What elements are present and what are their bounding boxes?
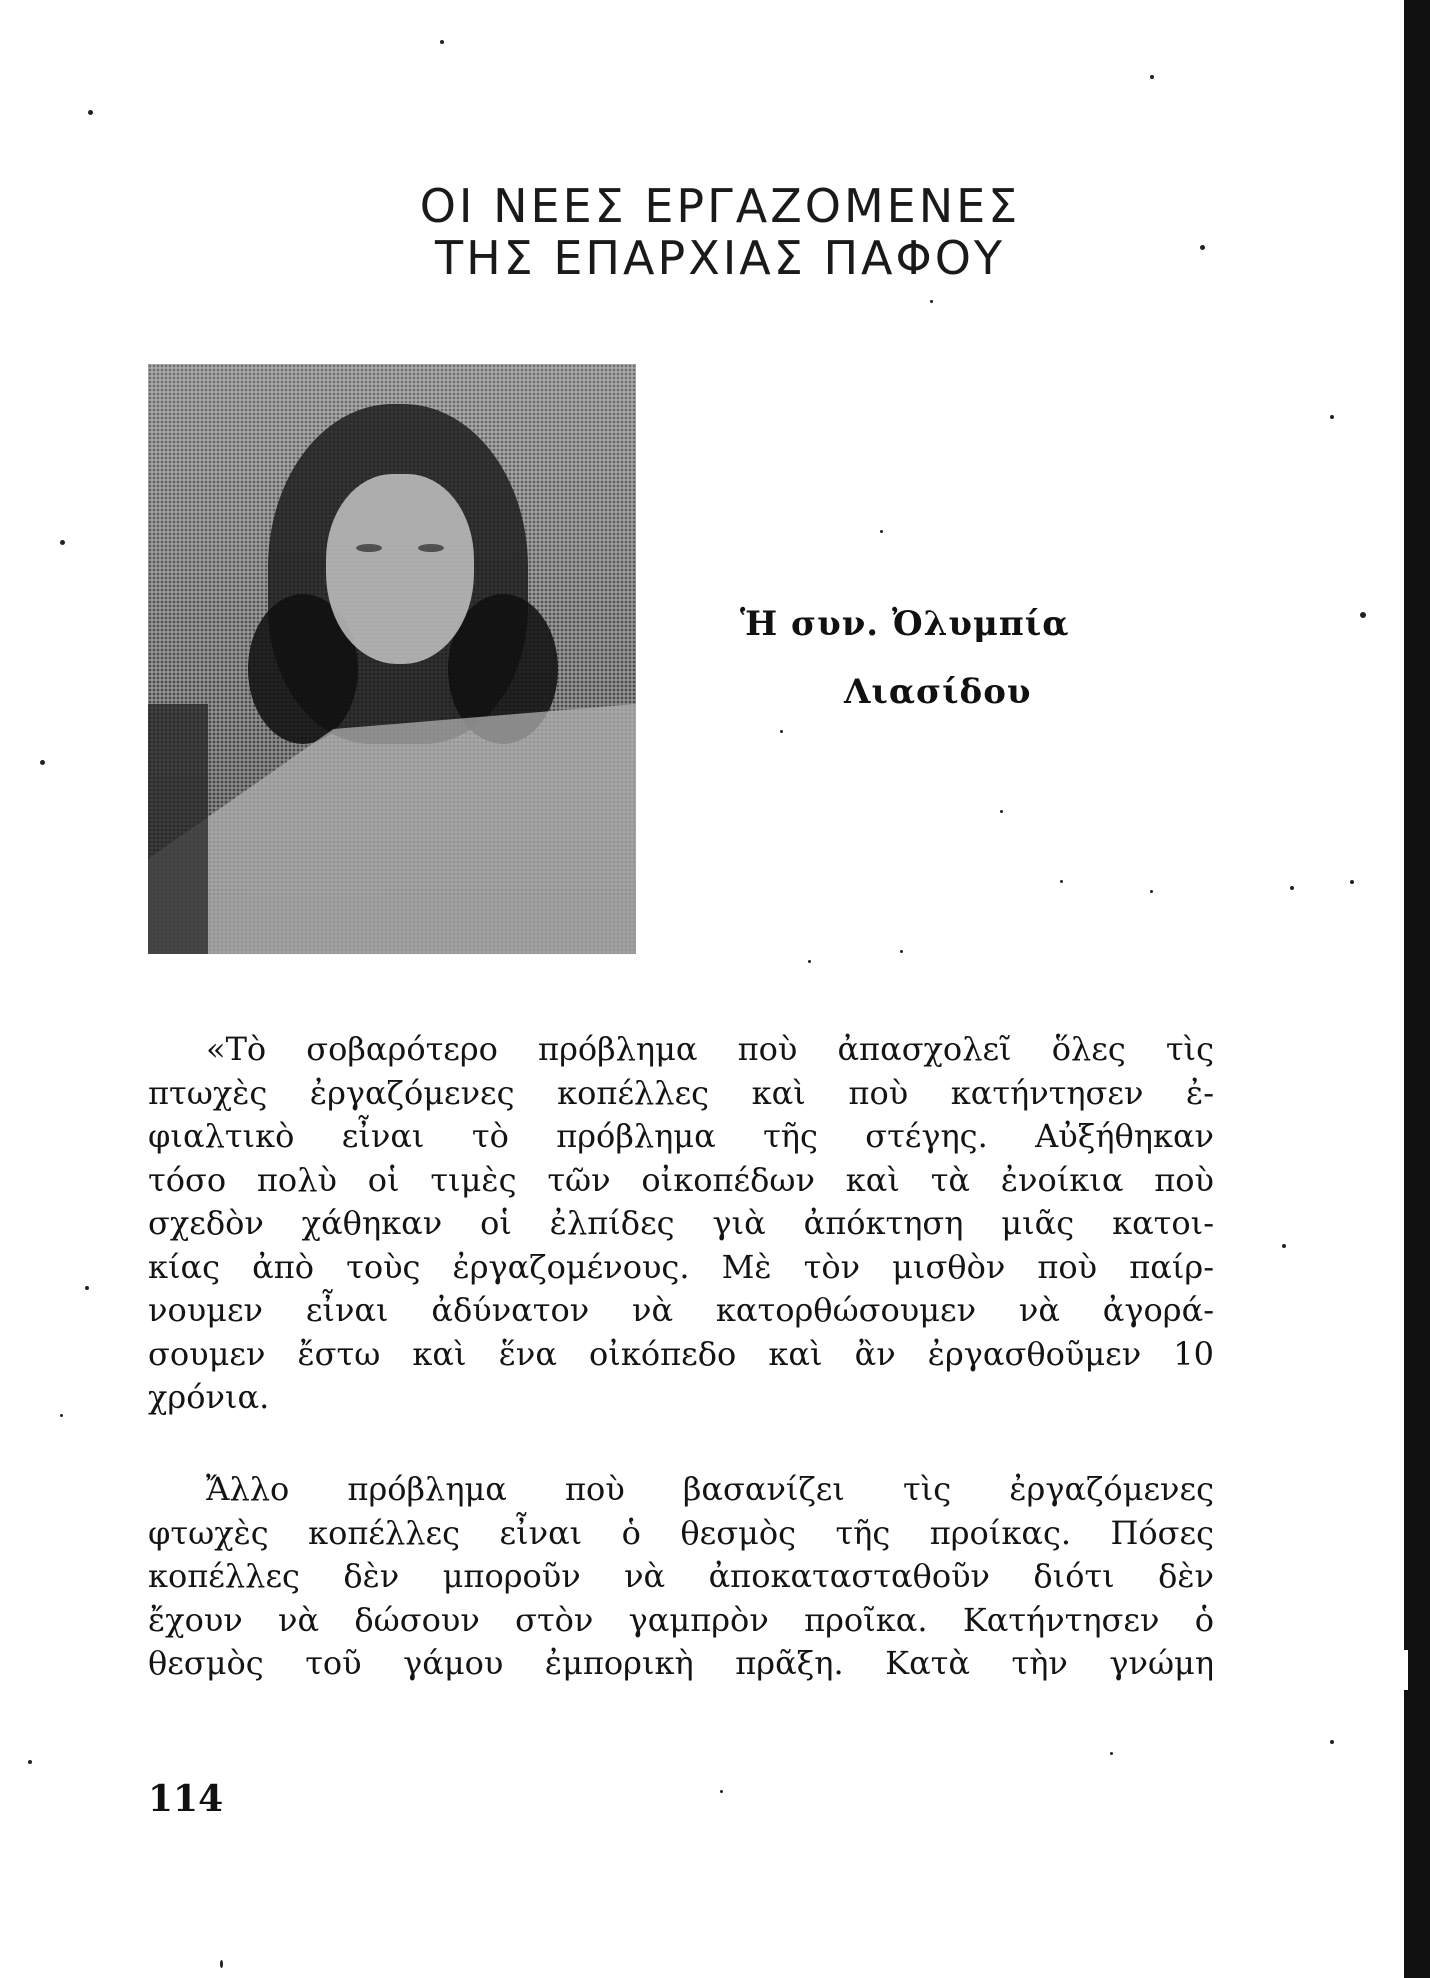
scan-speck — [1200, 245, 1205, 250]
page-number: 114 — [148, 1778, 224, 1820]
scan-speck — [1060, 880, 1063, 883]
text-line: θεσμὸς τοῦ γάμου ἐμπορικὴ πρᾶξη. Κατὰ τὴν γνώμη — [148, 1644, 1214, 1682]
scan-speck — [1350, 880, 1354, 884]
scan-speck — [1150, 890, 1153, 893]
text-line: φτωχὲς κοπέλλες εἶναι ὁ θεσμὸς τῆς προίκας. Πόσες — [148, 1513, 1214, 1552]
scan-speck — [28, 1760, 32, 1764]
scan-speck — [930, 300, 933, 303]
text-line: σουμεν ἔστω καὶ ἕνα οἰκόπεδο καὶ ἂν ἐργασθοῦμεν 10 — [148, 1334, 1214, 1373]
scan-speck — [780, 730, 783, 733]
text-line: τόσο πολὺ οἱ τιμὲς τῶν οἰκοπέδων καὶ τὰ ἐνοίκια ποὺ — [148, 1160, 1214, 1199]
photo-shadow-left — [148, 704, 208, 954]
scan-speck — [1000, 810, 1003, 813]
scan-speck — [1110, 1752, 1113, 1755]
text-line: ἔχουν νὰ δώσουν στὸν γαμπρὸν προῖκα. Κατήντησεν ὁ — [148, 1600, 1214, 1639]
text-line: πτωχὲς ἐργαζόμενες κοπέλλες καὶ ποὺ κατήντησεν ἐ- — [148, 1073, 1214, 1112]
scan-speck — [220, 1960, 223, 1968]
scan-speck — [40, 760, 45, 765]
scan-speck — [720, 1790, 723, 1793]
scan-speck — [1330, 1740, 1334, 1744]
scan-edge-notch — [1400, 1650, 1408, 1690]
text-line: Ἄλλο πρόβλημα ποὺ βασανίζει τὶς ἐργαζόμενες — [206, 1470, 1214, 1508]
text-line: σχεδὸν χάθηκαν οἱ ἐλπίδες γιὰ ἀπόκτηση μιᾶς κατοι- — [148, 1204, 1214, 1242]
scan-speck — [1360, 612, 1366, 618]
photo-face — [326, 474, 474, 664]
text-line: κίας ἀπὸ τοὺς ἐργαζομένους. Μὲ τὸν μισθὸν ποὺ παίρ- — [148, 1247, 1214, 1286]
scan-speck — [85, 1286, 89, 1290]
article-title-line1: ΟΙ ΝΕΕΣ ΕΡΓΑΖΟΜΕΝΕΣ — [419, 179, 1021, 233]
paragraph-1 — [148, 1028, 1214, 1420]
scan-speck — [1150, 75, 1154, 79]
scan-speck — [900, 950, 903, 953]
scan-edge — [1404, 0, 1430, 1978]
photo-eye-right — [418, 544, 444, 552]
scan-speck — [880, 530, 883, 533]
photo-caption-line2: Λιασίδου — [844, 672, 1032, 712]
text-line: νουμεν εἶναι ἀδύνατον νὰ κατορθώσουμεν νὰ ἀγορά- — [148, 1291, 1214, 1329]
scan-speck — [60, 540, 65, 545]
text-line: φιαλτικὸ εἶναι τὸ πρόβλημα τῆς στέγης. Αὐξήθηκαν — [148, 1117, 1214, 1155]
photo-eye-left — [356, 544, 382, 552]
text-line: «Τὸ σοβαρότερο πρόβλημα ποὺ ἀπασχολεῖ ὅλες τὶς — [206, 1030, 1214, 1068]
portrait-photo — [148, 364, 636, 954]
scan-speck — [1282, 1244, 1286, 1248]
scan-speck — [808, 960, 811, 963]
text-line: κοπέλλες δὲν μποροῦν νὰ ἀποκατασταθοῦν διότι δὲν — [148, 1557, 1214, 1595]
scan-speck — [1330, 415, 1334, 419]
article-title-line2: ΤΗΣ ΕΠΑΡΧΙΑΣ ΠΑΦΟΥ — [434, 231, 1006, 285]
text-line: χρόνια. — [148, 1378, 270, 1416]
scan-speck — [88, 110, 93, 115]
scan-speck — [1290, 886, 1294, 890]
scan-speck — [440, 40, 444, 44]
photo-caption-line1: Ἡ συν. Ὀλυμπία — [740, 604, 1070, 644]
scan-speck — [60, 1414, 63, 1417]
paragraph-2 — [148, 1468, 1214, 1686]
